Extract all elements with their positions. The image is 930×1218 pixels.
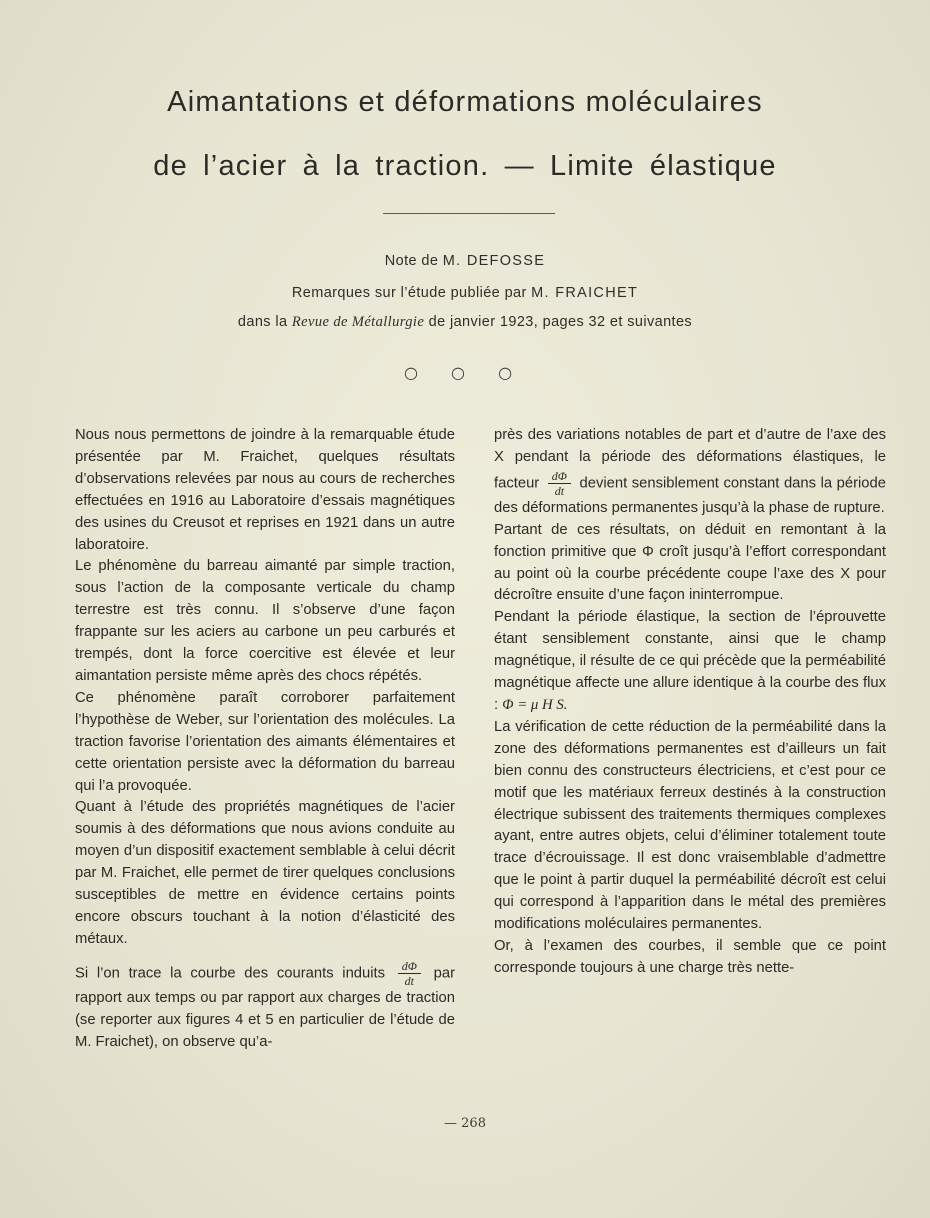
title-divider (383, 213, 555, 214)
paragraph: La vérification de cette réduction de la perméabilité dans la zone des déformations permanentes est d’ailleurs un fait bien connu des constructeurs électriciens, et c’est pour ce motif que les matériaux ferreux destinés à la construction électrique subissent des traitements thermiques complexes ayant, entre autres objets, celui d’éliminer totalement toute trace d’écrouissage. Il est donc vraisemblable d’admettre que le point à partir duquel la perméabilité décroît est celui qui correspond à l’apparition dans le métal des premières modifications moléculaires permanentes. (494, 718, 886, 933)
fraction-denominator: dt (404, 973, 414, 988)
paragraph: Or, à l’examen des courbes, il semble que ce point corresponde toujours à une charge très nette- (494, 937, 886, 976)
page-number: — 268 (444, 1116, 486, 1131)
paragraph-with-fraction (494, 425, 886, 520)
paragraph-text: Pendant la période élastique, la section de l’éprouvette étant sensiblement constante, ainsi que le champ magnétique, il résulte de ce qui précède que la perméabilité magnétique affecte une allure identique à la courbe des flux : (494, 609, 886, 713)
right-column (494, 425, 886, 980)
paragraph-text: par rapport aux temps ou par rapport aux charges de traction (se reporter aux figures 4 et 5 en particulier de l’étude de M. Fraichet), on observe qu’a- (75, 965, 455, 1050)
paragraph-text: Si l’on trace la courbe des courants induits (75, 965, 386, 982)
note-prefix: Note de (384, 253, 443, 269)
derivative-fraction (548, 469, 571, 498)
fraction-denominator: dt (554, 483, 565, 498)
remarks-line (0, 285, 930, 301)
article-title-line-2: de l’acier à la traction. — Limite élastique (153, 150, 777, 182)
journal-name: Revue de Métallurgie (291, 314, 425, 330)
paragraph-with-fraction (75, 959, 455, 1054)
remarks-prefix: Remarques sur l’étude publiée par (291, 285, 532, 301)
author-note (0, 253, 930, 269)
paragraph: Ce phénomène paraît corroborer parfaitement l’hypothèse de Weber, sur l’orientation des molécules. La traction favorise l’orientation des aimants élémentaires et cette orientation persiste avec la déformation du barreau qui l’a provoquée. (75, 689, 455, 794)
journal-suffix: de janvier 1923, pages 32 et suivantes (424, 314, 693, 330)
author-name: M. DEFOSSE (442, 253, 546, 269)
paragraph: Quant à l’étude des propriétés magnétiques de l’acier soumis à des déformations que nous avions conduite au moyen d’un dispositif exactement semblable à celui décrit par M. Fraichet, elle permet de tirer quelques conclusions susceptibles de mettre en évidence certains points encore obscurs touchant à la notion d’élasticité des métaux. (75, 799, 455, 947)
derivative-fraction (398, 959, 421, 988)
article-title-line-1: Aimantations et déformations moléculaires (167, 86, 763, 118)
paragraph: Partant de ces résultats, on déduit en remontant à la fonction primitive que Φ croît jusqu’à l’effort correspondant au point où la courbe précédente coupe l’axe des X pour décroître ensuite d’une façon ininterrompue. (494, 521, 886, 604)
paragraph-with-formula (494, 607, 886, 717)
fraction-numerator: dΦ (548, 469, 571, 484)
fraction-numerator: dΦ (398, 959, 421, 974)
paragraph-text: devient sensiblement constant dans la période des déformations permanentes jusqu’à la phase de rupture. (494, 475, 886, 516)
paragraph-text: près des variations notables de part et d’autre de l’axe des X pendant la période des déformations élastiques, le facteur (494, 427, 886, 492)
paragraph: Le phénomène du barreau aimanté par simple traction, sous l’action de la composante verticale du champ terrestre est très connu. Il s’observe d’une façon frappante sur les aciers au carbone un peu carburés et trempés, dont la force coercitive est élevée et leur aimantation persiste même après des chocs répétés. (75, 558, 455, 684)
section-ornament: ○ ○ ○ (403, 363, 527, 382)
paragraph: Nous nous permettons de joindre à la remarquable étude présentée par M. Fraichet, quelques résultats d’observations relevées par nous au cours de recherches effectuées en 1916 au Laboratoire d’essais magnétiques des usines du Creusot et reprises en 1921 dans un autre laboratoire. (75, 427, 455, 553)
flux-formula: Φ = μ H S. (502, 696, 568, 713)
journal-reference (0, 314, 930, 331)
left-column (75, 425, 455, 1053)
studied-author: M. FRAICHET (531, 285, 639, 301)
journal-prefix: dans la (237, 314, 292, 330)
